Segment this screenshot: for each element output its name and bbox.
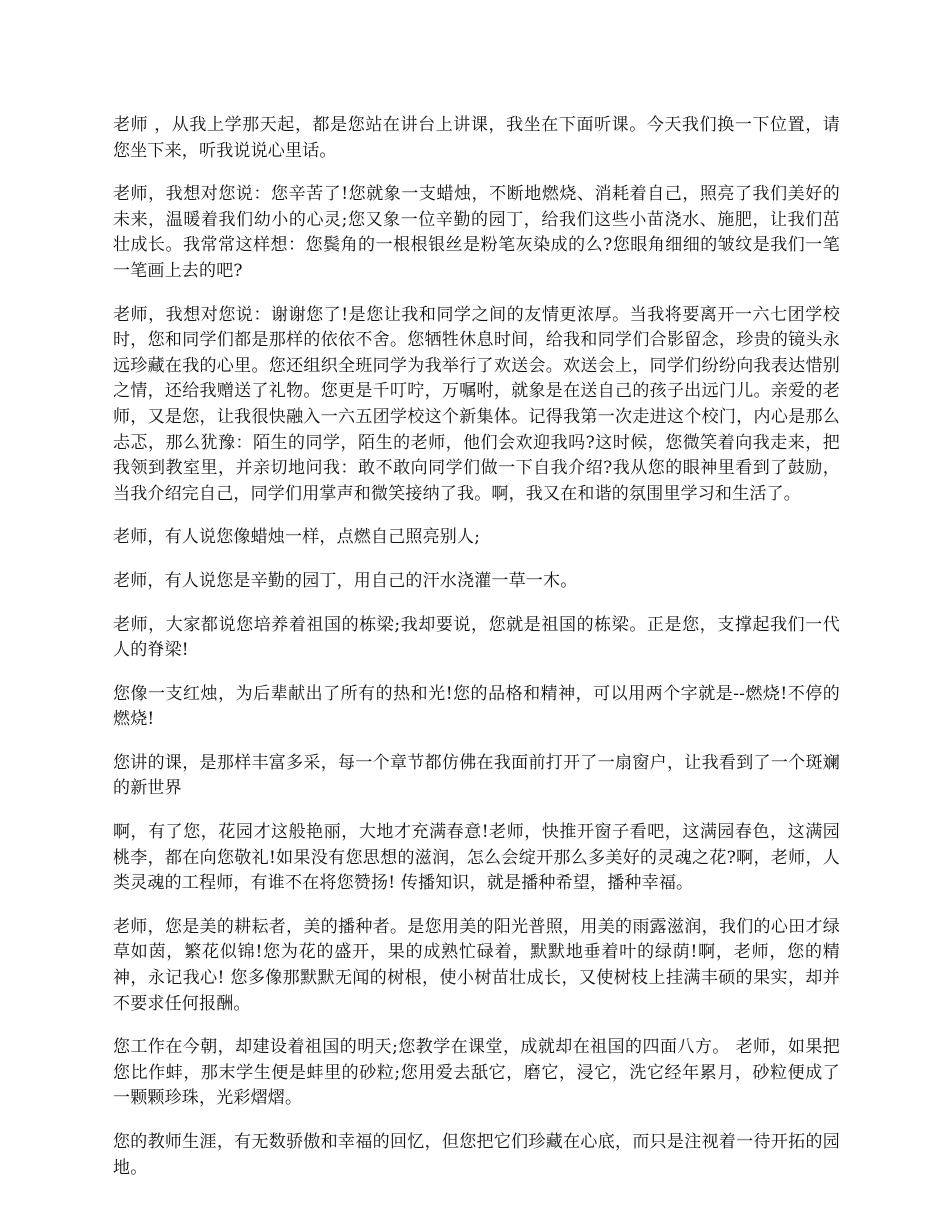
paragraph-9: 啊，有了您，花园才这般艳丽，大地才充满春意!老师，快推开窗子看吧，这满园春色，这满园桃李，都在向您敬礼!如果没有您思想的滋润，怎么会绽开那么多美好的灵魂之花?啊，老师，人类灵魂的工程师，有谁不在将您赞扬! 传播知识，就是播种希望，播种幸福。 (113, 822, 840, 894)
paragraph-1: 老师 ，从我上学那天起，都是您站在讲台上讲课，我坐在下面听课。今天我们换一下位置，请您坐下来，听我说说心里话。 (113, 115, 840, 161)
paragraph-2: 老师，我想对您说：您辛苦了!您就象一支蜡烛，不断地燃烧、消耗着自己，照亮了我们美好的未来，温暖着我们幼小的心灵;您又象一位辛勤的园丁，给我们这些小苗浇水、施肥，让我们茁壮成长。我常常这样想：您鬓角的一根根银丝是粉笔灰染成的么?您眼角细细的皱纹是我们一笔一笔画上去的吧? (113, 184, 840, 281)
paragraph-12: 您的教师生涯，有无数骄傲和幸福的回忆，但您把它们珍藏在心底，而只是注视着一待开拓的园地。 (113, 1132, 840, 1178)
paragraph-3: 老师，我想对您说：谢谢您了!是您让我和同学之间的友情更浓厚。当我将要离开一六七团学校时，您和同学们都是那样的依依不舍。您牺牲休息时间，给我和同学们合影留念，珍贵的镜头永远珍藏在我的心里。您还组织全班同学为我举行了欢送会。欢送会上，同学们纷纷向我表达惜别之情，还给我赠送了礼物。您更是千叮咛，万嘱咐，就象是在送自己的孩子出远门儿。亲爱的老师，又是您，让我很快融入一六五团学校这个新集体。记得我第一次走进这个校门，内心是那么忐忑，那么犹豫：陌生的同学，陌生的老师，他们会欢迎我吗?这时候，您微笑着向我走来，把我领到教室里，并亲切地问我：敢不敢向同学们做一下自我介绍?我从您的眼神里看到了鼓励，当我介绍完自己，同学们用掌声和微笑接纳了我。啊，我又在和谐的氛围里学习和生活了。 (113, 304, 840, 504)
document-page (113, 113, 840, 1199)
paragraph-7: 您像一支红烛，为后辈献出了所有的热和光!您的品格和精神，可以用两个字就是--燃烧!不停的燃烧! (113, 683, 840, 730)
paragraph-5: 老师，有人说您是辛勤的园丁，用自己的汗水浇灌一草一木。 (113, 570, 578, 591)
paragraph-10: 老师，您是美的耕耘者，美的播种者。是您用美的阳光普照，用美的雨露滋润，我们的心田才绿草如茵，繁花似锦!您为花的盛开，果的成熟忙碌着，默默地垂着叶的绿荫!啊，老师，您的精神，永记我心! 您多像那默默无闻的树根，使小树苗壮成长，又使树枝上挂满丰硕的果实，却并不要求任何报酬。 (113, 916, 840, 1014)
paragraph-6: 老师，大家都说您培养着祖国的栋梁;我却要说，您就是祖国的栋梁。正是您，支撑起我们一代人的脊梁! (113, 614, 840, 661)
paragraph-4: 老师，有人说您像蜡烛一样，点燃自己照亮别人; (113, 527, 481, 548)
paragraph-8: 您讲的课，是那样丰富多采，每一个章节都仿佛在我面前打开了一扇窗户，让我看到了一个斑斓的新世界 (113, 752, 840, 799)
paragraph-11: 您工作在今朝，却建设着祖国的明天;您教学在课堂，成就却在祖国的四面八方。 老师，如果把您比作蚌，那末学生便是蚌里的砂粒;您用爱去舐它，磨它，浸它，洗它经年累月，砂粒便成了一颗颗珍珠，光彩熠熠。 (113, 1037, 840, 1109)
